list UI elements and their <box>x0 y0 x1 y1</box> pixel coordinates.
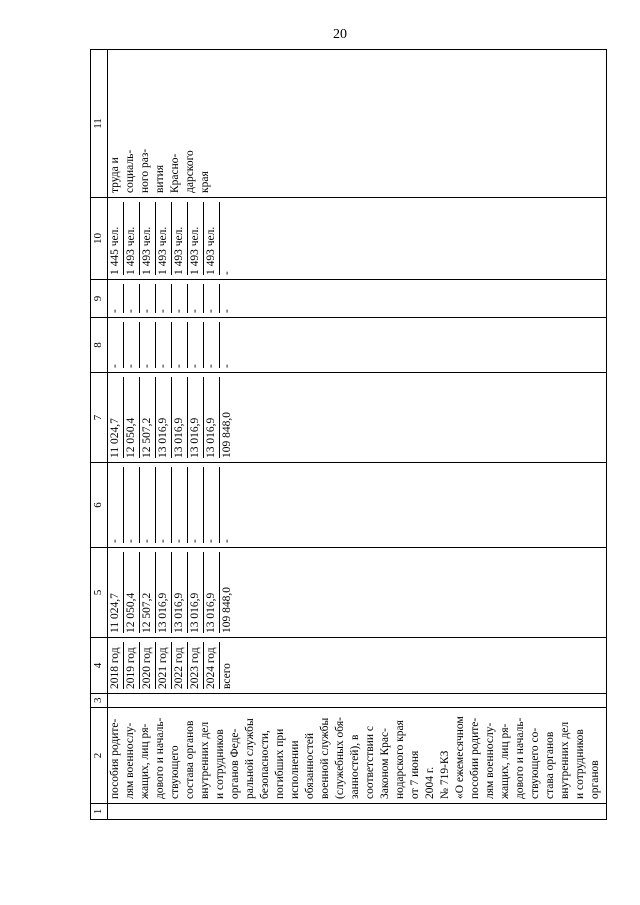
value-2022: 13 016,9 <box>172 377 188 458</box>
header-col-7: 7 <box>91 373 108 463</box>
value-total: - <box>221 309 233 313</box>
col7-cell <box>108 373 607 463</box>
value-2022: 13 016,9 <box>172 552 188 633</box>
header-col-9: 9 <box>91 280 108 318</box>
value-2021: - <box>156 467 172 543</box>
header-col-4: 4 <box>91 638 108 694</box>
value-2018: - <box>108 284 124 313</box>
value-2019: - <box>124 322 140 368</box>
value-2023: - <box>188 322 204 368</box>
value-total: 109 848,0 <box>221 587 233 633</box>
value-2023: 1 493 чел. <box>188 202 204 275</box>
table-row <box>108 50 607 820</box>
rotated-table-container <box>90 50 620 820</box>
value-2024: 13 016,9 <box>204 377 220 458</box>
year-label: 2019 год <box>124 642 140 689</box>
value-2020: - <box>140 322 156 368</box>
value-2018: - <box>108 467 124 543</box>
header-col-3: 3 <box>91 694 108 708</box>
value-2020: - <box>140 284 156 313</box>
header-col-5: 5 <box>91 548 108 638</box>
value-2019: 12 050,4 <box>124 377 140 458</box>
year-label: 2020 год <box>140 642 156 689</box>
value-2019: - <box>124 467 140 543</box>
value-2022: - <box>172 467 188 543</box>
page-number: 20 <box>333 27 347 42</box>
header-col-1: 1 <box>91 804 108 820</box>
cell-col-3 <box>108 694 607 708</box>
value-2022: - <box>172 322 188 368</box>
value-2024: 13 016,9 <box>204 552 220 633</box>
cell-col-1 <box>108 804 607 820</box>
value-2020: 1 493 чел. <box>140 202 156 275</box>
header-col-8: 8 <box>91 318 108 373</box>
value-2020: - <box>140 467 156 543</box>
value-2023: 13 016,9 <box>188 377 204 458</box>
value-2019: - <box>124 284 140 313</box>
value-2023: - <box>188 467 204 543</box>
header-row <box>91 50 108 820</box>
years-cell <box>108 638 607 694</box>
value-total: - <box>221 539 233 543</box>
year-label: 2018 год <box>108 642 124 689</box>
value-2024: - <box>204 284 220 313</box>
value-2018: 11 024,7 <box>108 377 124 458</box>
col6-cell <box>108 463 607 548</box>
value-2018: 11 024,7 <box>108 552 124 633</box>
value-2021: 13 016,9 <box>156 377 172 458</box>
value-2019: 12 050,4 <box>124 552 140 633</box>
value-total: - <box>221 364 233 368</box>
value-2024: 1 493 чел. <box>204 202 220 275</box>
value-2021: - <box>156 284 172 313</box>
value-2022: - <box>172 284 188 313</box>
value-2021: 1 493 чел. <box>156 202 172 275</box>
value-2024: - <box>204 467 220 543</box>
measure-description: пособия родите- лям военнослу- жащих, лиц ря- дового и началь- ствующего состава органов внутренних дел и сотрудников органов Феде- ральной службы безопасности, погибших при исполнении обязанностей военной службы (служебных обя- занностей), в соответствии с Законом Крас- нодарского края от 7 июня 2004 г. № 719-КЗ «О ежемесячном пособии родите- лям военнослу- жащих, лиц ря- дового и началь- ствующего со- става органов внутренних дел и сотрудников органов <box>108 708 607 804</box>
value-2021: 13 016,9 <box>156 552 172 633</box>
year-label: 2024 год <box>204 642 220 689</box>
total-label: всего <box>221 663 233 689</box>
value-2018: - <box>108 322 124 368</box>
value-2018: 1 445 чел. <box>108 202 124 275</box>
year-label: 2022 год <box>172 642 188 689</box>
header-col-11: 11 <box>91 50 108 198</box>
value-2024: - <box>204 322 220 368</box>
year-label: 2021 год <box>156 642 172 689</box>
value-2020: 12 507,2 <box>140 377 156 458</box>
header-col-10: 10 <box>91 198 108 280</box>
program-table <box>90 49 607 820</box>
col8-cell <box>108 318 607 373</box>
responsible-body: труда и социаль- ного раз- вития Красно- дарского края <box>108 50 607 198</box>
header-col-6: 6 <box>91 463 108 548</box>
header-col-2: 2 <box>91 708 108 804</box>
value-2023: - <box>188 284 204 313</box>
col5-cell <box>108 548 607 638</box>
value-2023: 13 016,9 <box>188 552 204 633</box>
col10-cell <box>108 198 607 280</box>
value-2022: 1 493 чел. <box>172 202 188 275</box>
value-total: 109 848,0 <box>221 412 233 458</box>
value-2019: 1 493 чел. <box>124 202 140 275</box>
value-total: - <box>221 271 233 275</box>
col9-cell <box>108 280 607 318</box>
value-2021: - <box>156 322 172 368</box>
year-label: 2023 год <box>188 642 204 689</box>
value-2020: 12 507,2 <box>140 552 156 633</box>
